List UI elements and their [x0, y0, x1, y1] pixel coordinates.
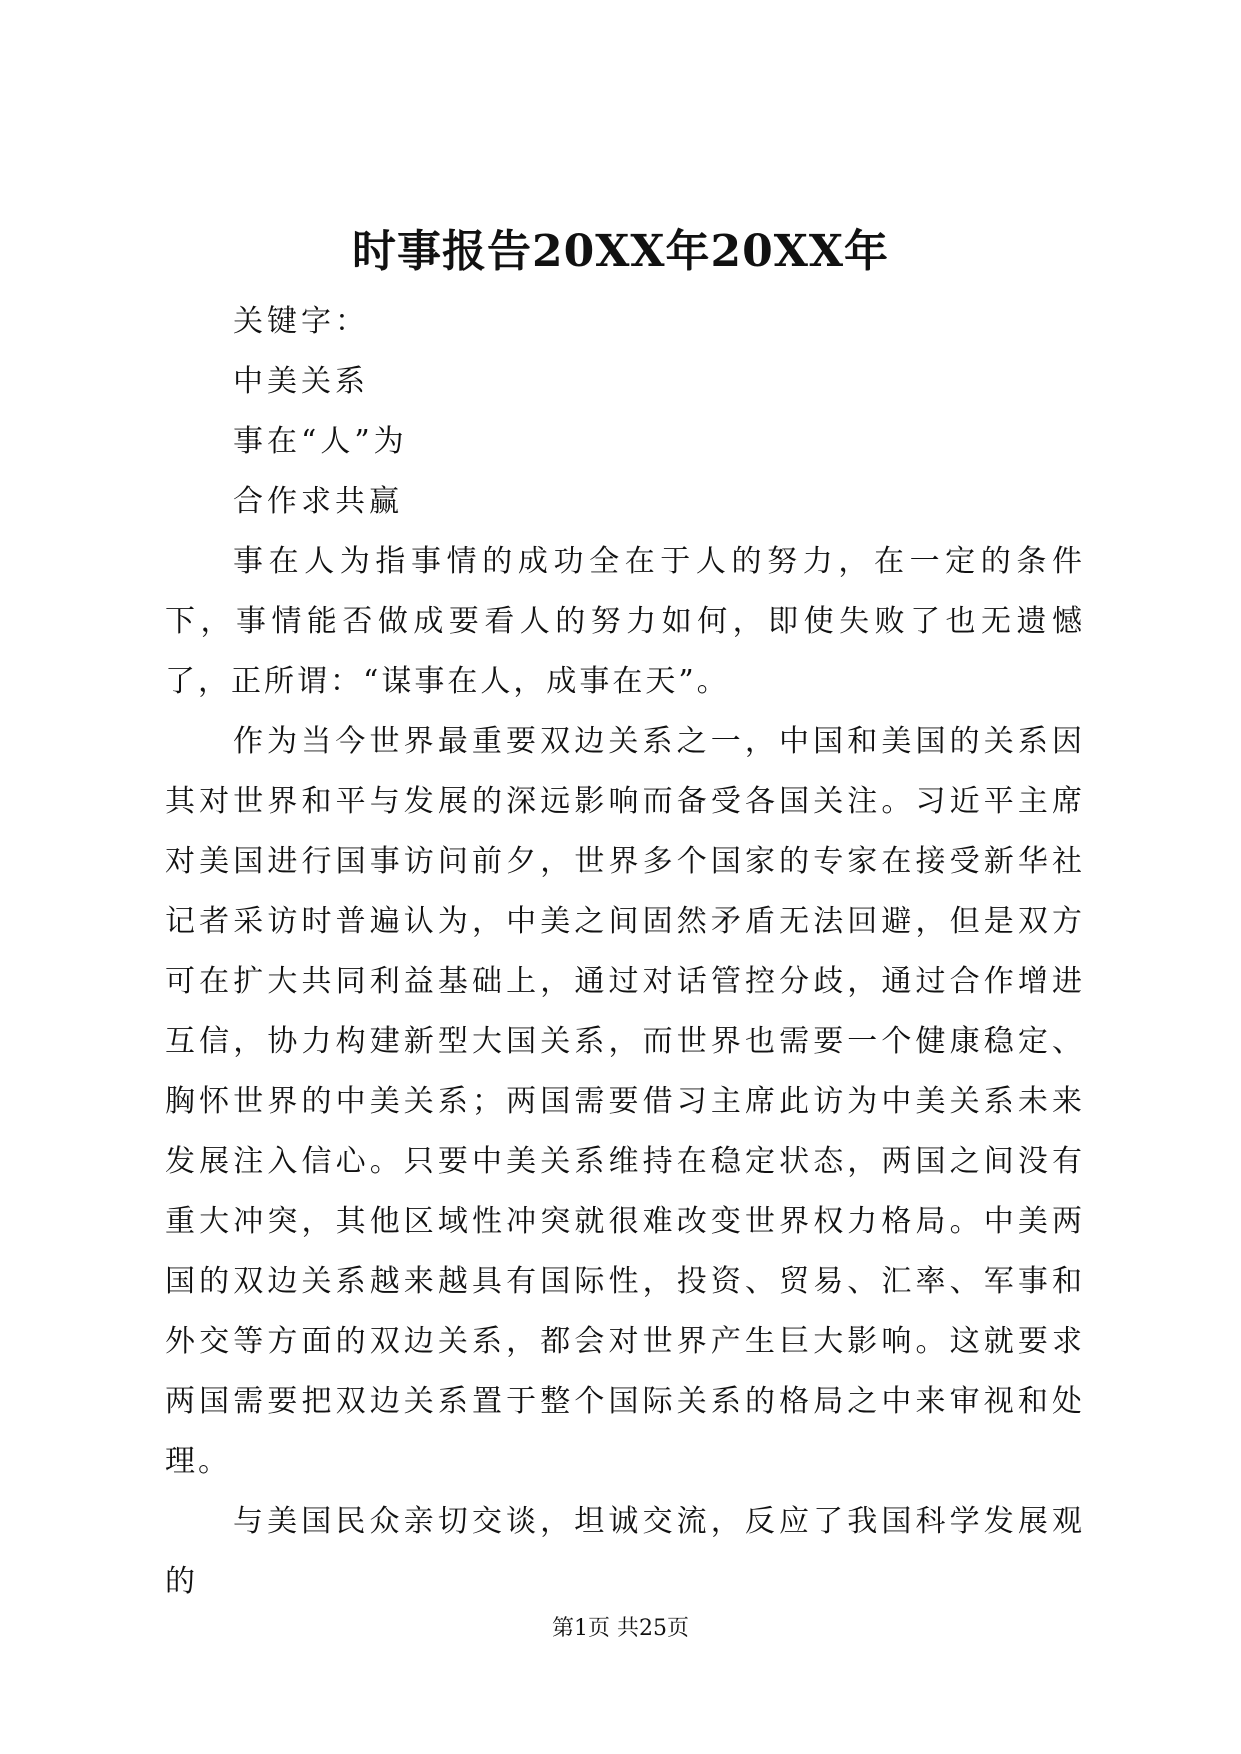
page-footer [0, 1614, 1241, 1644]
paragraph: 与美国民众亲切交谈，坦诚交流，反应了我国科学发展观的 [165, 1504, 1085, 1599]
keyword-item: 事在“人”为 [233, 424, 408, 459]
paragraph: 事在人为指事情的成功全在于人的努力，在一定的条件下，事情能否做成要看人的努力如何，即使失败了也无遗憾了，正所谓：“谋事在人，成事在天”。 [165, 544, 1085, 699]
keywords-list [233, 292, 408, 532]
keywords-label: 关键字： [233, 304, 369, 339]
document-body [165, 532, 1085, 1612]
page-number: 第1页 共25页 [552, 1616, 689, 1641]
document-title: 时事报告20XX年20XX年 [351, 226, 889, 277]
keyword-item: 中美关系 [233, 364, 369, 399]
keyword-item: 合作求共赢 [233, 484, 403, 519]
paragraph: 作为当今世界最重要双边关系之一，中国和美国的关系因其对世界和平与发展的深远影响而备受各国关注。习近平主席对美国进行国事访问前夕，世界多个国家的专家在接受新华社记者采访时普遍认为，中美之间固然矛盾无法回避，但是双方可在扩大共同利益基础上，通过对话管控分歧，通过合作增进互信，协力构建新型大国关系，而世界也需要一个健康稳定、胸怀世界的中美关系；两国需要借习主席此访为中美关系未来发展注入信心。只要中美关系维持在稳定状态，两国之间没有重大冲突，其他区域性冲突就很难改变世界权力格局。中美两国的双边关系越来越具有国际性，投资、贸易、汇率、军事和外交等方面的双边关系，都会对世界产生巨大影响。这就要求两国需要把双边关系置于整个国际关系的格局之中来审视和处理。 [165, 724, 1085, 1479]
